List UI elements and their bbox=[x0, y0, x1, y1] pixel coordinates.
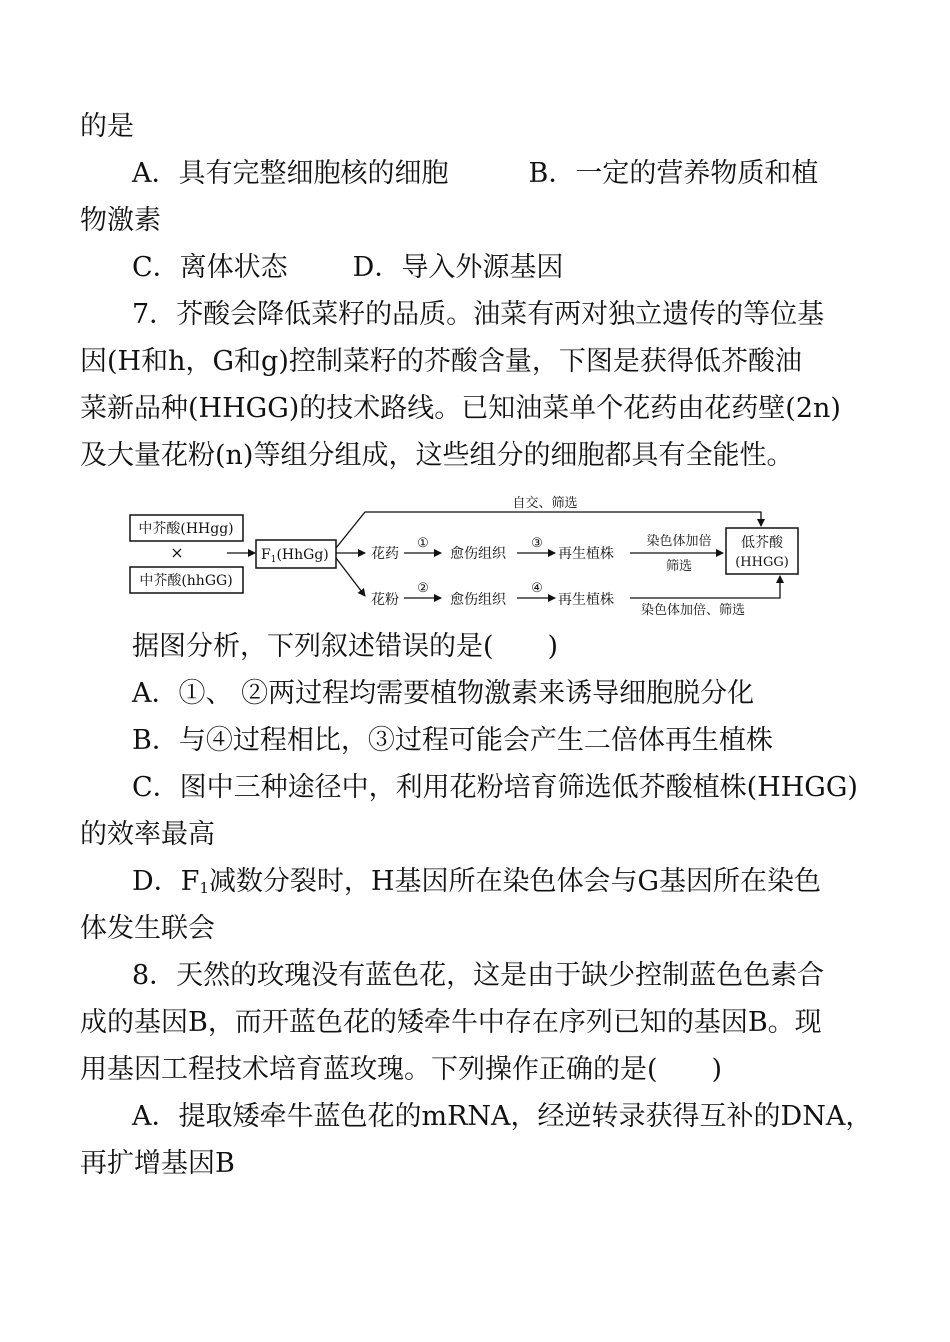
parent1-label: 中芥酸(HHgg) bbox=[138, 521, 234, 537]
cross-symbol: × bbox=[170, 543, 184, 562]
text-line: 及大量花粉(n)等组分组成，这些组分的细胞都具有全能性。 bbox=[80, 440, 794, 471]
double-screen-label: 染色体加倍、筛选 bbox=[640, 603, 746, 618]
option-text: A．具有完整细胞核的细胞 bbox=[132, 158, 449, 189]
step-3: ③ bbox=[531, 536, 543, 551]
f1-label: $F_1(HhGg)$ bbox=[261, 547, 329, 565]
option-c-6 bbox=[132, 251, 563, 285]
option-c-7: C．图中三种途径中，利用花粉培育筛选低芥酸植株(HHGG) bbox=[132, 772, 858, 803]
double-label: 染色体加倍 bbox=[646, 534, 712, 549]
result-label-2: (HHGG) bbox=[735, 555, 789, 570]
arrow-double-screen bbox=[630, 576, 780, 598]
text-line: 用基因工程技术培育蓝玫瑰。下列操作正确的是( ) bbox=[80, 1054, 723, 1085]
text-line: 再扩增基因B bbox=[80, 1148, 235, 1179]
callus-label-2: 愈伤组织 bbox=[450, 592, 506, 608]
text-line: 的效率最高 bbox=[80, 819, 215, 850]
subscript: 1 bbox=[199, 879, 209, 897]
step-2: ② bbox=[417, 581, 429, 596]
option-a-6 bbox=[132, 157, 818, 191]
text-line: 体发生联会 bbox=[80, 913, 215, 944]
text-line: 的是 bbox=[80, 111, 134, 142]
text-line: 物激素 bbox=[80, 205, 161, 236]
text-line: 成的基因B，而开蓝色花的矮牵牛中存在序列已知的基因B。现 bbox=[80, 1007, 822, 1038]
result-label-1: 低芥酸 bbox=[741, 535, 783, 551]
regen-label-2: 再生植株 bbox=[558, 592, 614, 608]
breeding-flow-diagram bbox=[125, 488, 805, 618]
option-text: C．离体状态 bbox=[132, 252, 288, 283]
option-text: D．F bbox=[132, 866, 200, 897]
callus-label-1: 愈伤组织 bbox=[450, 546, 506, 562]
question-8-stem: 8．天然的玫瑰没有蓝色花，这是由于缺少控制蓝色色素合 bbox=[132, 960, 825, 991]
text-line: 菜新品种(HHGG)的技术路线。已知油菜单个花药由花药壁(2n) bbox=[80, 393, 841, 424]
step-1: ① bbox=[417, 536, 429, 551]
pollen-label: 花粉 bbox=[371, 592, 399, 608]
option-a-8: A．提取矮牵牛蓝色花的mRNA，经逆转录获得互补的DNA， bbox=[132, 1101, 873, 1132]
option-text: 减数分裂时，H基因所在染色体会与G基因所在染色 bbox=[208, 866, 822, 897]
parent2-label: 中芥酸(hhGG) bbox=[139, 573, 233, 589]
option-a-7: A．①、 ②两过程均需要植物激素来诱导细胞脱分化 bbox=[132, 678, 755, 709]
option-text: B．一定的营养物质和植 bbox=[528, 158, 819, 189]
top-path-label: 自交、筛选 bbox=[512, 496, 578, 511]
step-4: ④ bbox=[531, 581, 543, 596]
question-7-stem: 7．芥酸会降低菜籽的品质。油菜有两对独立遗传的等位基 bbox=[132, 299, 825, 330]
option-text: D．导入外源基因 bbox=[352, 252, 564, 283]
regen-label-1: 再生植株 bbox=[558, 546, 614, 562]
option-b-7: B．与④过程相比，③过程可能会产生二倍体再生植株 bbox=[132, 725, 773, 756]
option-d-7 bbox=[132, 865, 821, 905]
anther-label: 花药 bbox=[371, 546, 399, 562]
question-prompt: 据图分析，下列叙述错误的是( ) bbox=[132, 631, 559, 662]
text-line: 因(H和h，G和g)控制菜籽的芥酸含量，下图是获得低芥酸油 bbox=[80, 346, 802, 377]
screen-label: 筛选 bbox=[665, 559, 693, 574]
arrow-to-pollen bbox=[336, 558, 365, 596]
